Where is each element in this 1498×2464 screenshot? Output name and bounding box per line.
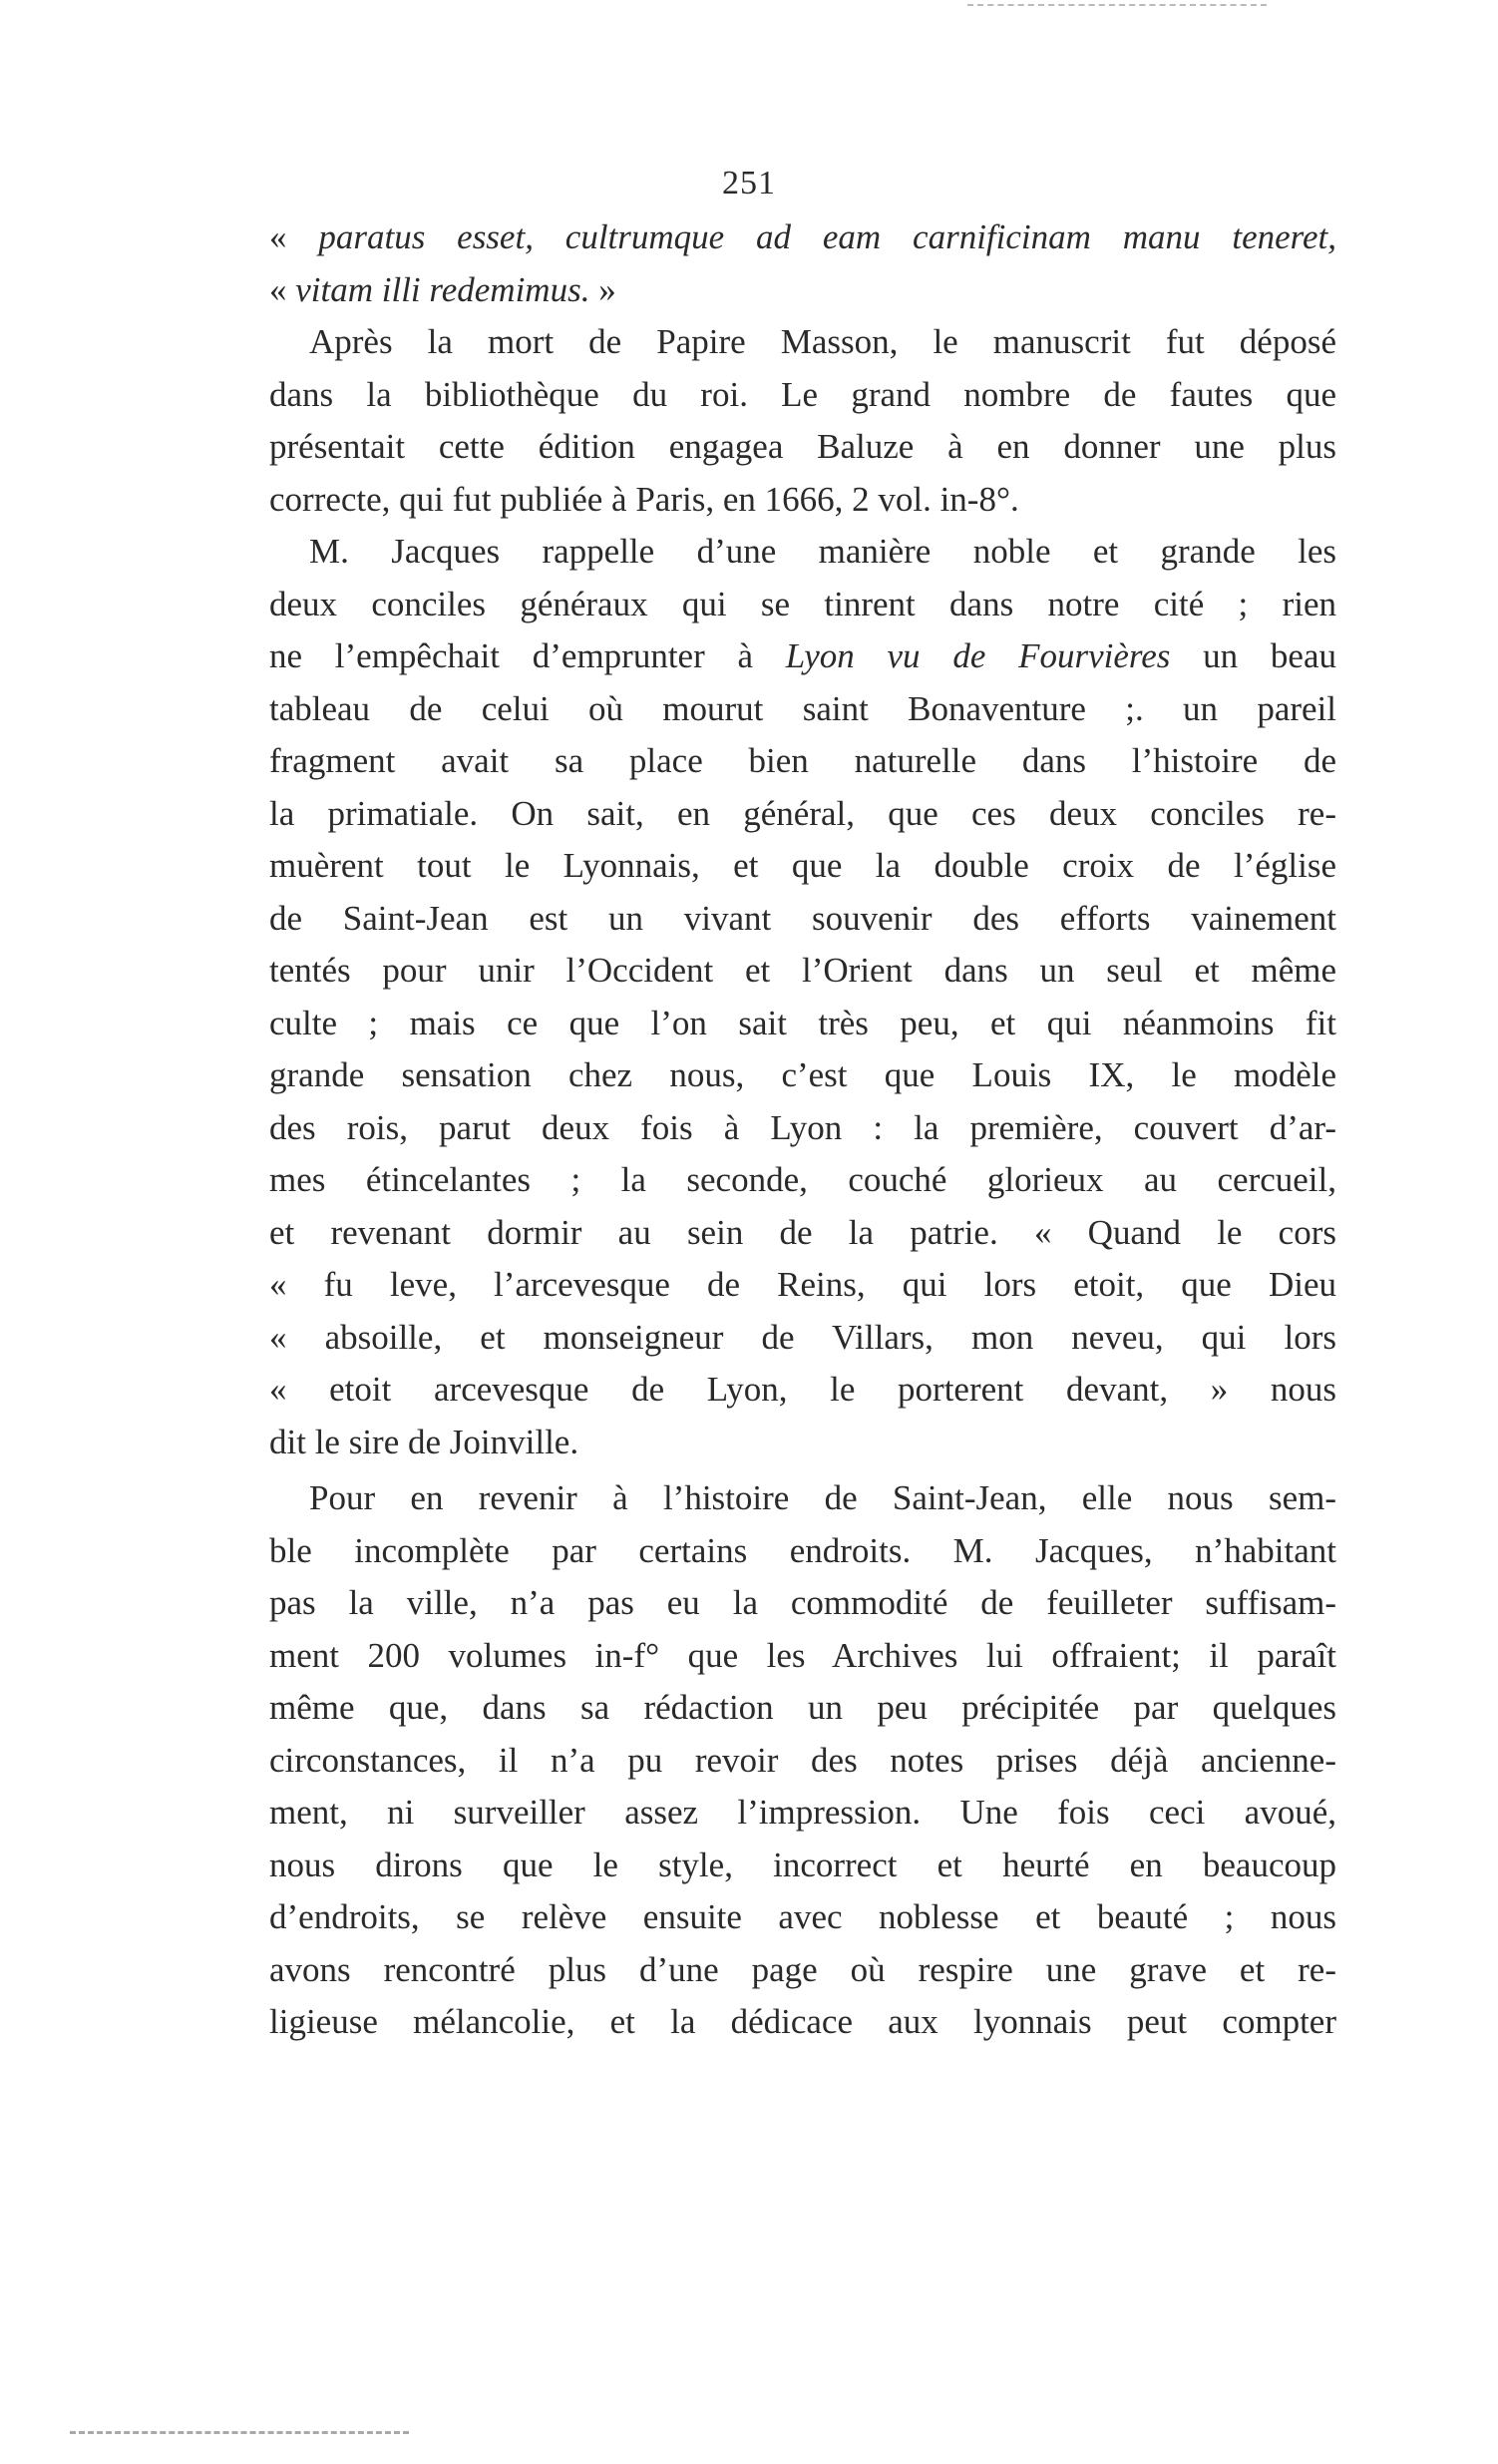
text-segment: d’endroits, se relève ensuite avec noblesse et beauté ; nous (269, 1897, 1336, 1936)
body-text (269, 211, 1336, 2049)
text-line (269, 264, 1336, 317)
text-segment: « fu leve, l’arcevesque de Reins, qui lors etoit, que Dieu (269, 1265, 1336, 1304)
text-segment: nous dirons que le style, incorrect et heurté en beaucoup (269, 1845, 1336, 1884)
text-segment: Pour en revenir à l’histoire de Saint-Jean, elle nous sem- (309, 1478, 1336, 1517)
text-segment: deux conciles généraux qui se tinrent dans notre cité ; rien (269, 584, 1336, 623)
page-number: 251 (722, 165, 776, 202)
text-line (269, 893, 1336, 946)
text-segment: ment, ni surveiller assez l’impression. Une fois ceci avoué, (269, 1793, 1336, 1832)
text-line (269, 945, 1336, 998)
text-segment: dans la bibliothèque du roi. Le grand nombre de fautes que (269, 374, 1336, 414)
text-line (269, 421, 1336, 474)
text-segment: pas la ville, n’a pas eu la commodité de feuilleter suffisam- (269, 1583, 1336, 1622)
text-line (269, 1682, 1336, 1735)
text-line (269, 1840, 1336, 1892)
text-line (269, 1577, 1336, 1630)
text-line (269, 1102, 1336, 1155)
italic-text: vitam illi redemimus. (295, 269, 590, 309)
text-line (269, 1996, 1336, 2049)
text-line (269, 1364, 1336, 1417)
text-segment: « etoit arcevesque de Lyon, le porterent devant, » nous (269, 1370, 1336, 1409)
text-line (269, 1630, 1336, 1683)
text-line (269, 788, 1336, 841)
text-segment: de Saint-Jean est un vivant souvenir des efforts vainement (269, 898, 1336, 938)
text-line (269, 1891, 1336, 1944)
text-line (269, 1259, 1336, 1312)
italic-text: Lyon vu de Fourvières (785, 636, 1171, 675)
text-segment: des rois, parut deux fois à Lyon : la première, couvert d’ar- (269, 1107, 1336, 1147)
text-line (269, 1735, 1336, 1788)
text-line (269, 1417, 1336, 1469)
text-line (269, 1154, 1336, 1207)
text-line (269, 316, 1336, 369)
text-segment: « (269, 217, 319, 256)
text-segment: la primatiale. On sait, en général, que ces deux conciles re- (269, 793, 1336, 833)
scan-artifact-top (967, 4, 1267, 10)
text-segment: avons rencontré plus d’une page où respire une grave et re- (269, 1949, 1336, 1989)
text-line (269, 1787, 1336, 1840)
text-line (269, 1472, 1336, 1525)
text-line (269, 998, 1336, 1050)
text-segment: tentés pour unir l’Occident et l’Orient dans un seul et même (269, 951, 1336, 990)
text-line (269, 474, 1336, 527)
text-line (269, 1312, 1336, 1365)
text-line (269, 1207, 1336, 1260)
italic-text: paratus esset, cultrumque ad eam carnificinam manu teneret, (318, 217, 1336, 256)
text-segment: présentait cette édition engagea Baluze à en donner une plus (269, 427, 1336, 466)
text-line (269, 526, 1336, 579)
text-line (269, 735, 1336, 788)
text-segment: muèrent tout le Lyonnais, et que la double croix de l’église (269, 846, 1336, 885)
text-line (269, 683, 1336, 736)
text-segment: correcte, qui fut publiée à Paris, en 1666, 2 vol. in-8°. (269, 479, 1019, 519)
text-segment: circonstances, il n’a pu revoir des notes prises déjà ancienne- (269, 1740, 1336, 1780)
text-segment: » (589, 269, 616, 309)
text-segment: M. Jacques rappelle d’une manière noble et grande les (309, 532, 1336, 571)
text-segment: « absoille, et monseigneur de Villars, mon neveu, qui lors (269, 1317, 1336, 1357)
text-segment: grande sensation chez nous, c’est que Louis IX, le modèle (269, 1055, 1336, 1094)
text-line (269, 369, 1336, 422)
text-segment: et revenant dormir au sein de la patrie. « Quand le cors (269, 1212, 1336, 1252)
text-line (269, 1049, 1336, 1102)
text-line (269, 579, 1336, 631)
text-line (269, 630, 1336, 683)
text-segment: Après la mort de Papire Masson, le manuscrit fut déposé (309, 322, 1336, 361)
text-segment: « (269, 269, 296, 309)
text-segment: mes étincelantes ; la seconde, couché glorieux au cercueil, (269, 1160, 1336, 1199)
text-line (269, 840, 1336, 893)
text-segment: tableau de celui où mourut saint Bonaventure ;. un pareil (269, 688, 1336, 728)
text-line (269, 211, 1336, 264)
text-segment: même que, dans sa rédaction un peu précipitée par quelques (269, 1688, 1336, 1727)
text-segment: fragment avait sa place bien naturelle dans l’histoire de (269, 741, 1336, 780)
text-segment: ligieuse mélancolie, et la dédicace aux lyonnais peut compter (269, 2002, 1336, 2041)
text-line (269, 1944, 1336, 1997)
text-line (269, 1525, 1336, 1578)
text-segment: ment 200 volumes in-f° que les Archives lui offraient; il paraît (269, 1635, 1336, 1675)
scan-artifact-bottom (70, 2431, 409, 2438)
text-segment: dit le sire de Joinville. (269, 1422, 579, 1461)
text-segment: ble incomplète par certains endroits. M. Jacques, n’habitant (269, 1530, 1336, 1570)
text-segment: un beau (1170, 636, 1336, 675)
text-segment: culte ; mais ce que l’on sait très peu, et qui néanmoins fit (269, 1003, 1336, 1042)
text-segment: ne l’empêchait d’emprunter à (269, 636, 786, 675)
